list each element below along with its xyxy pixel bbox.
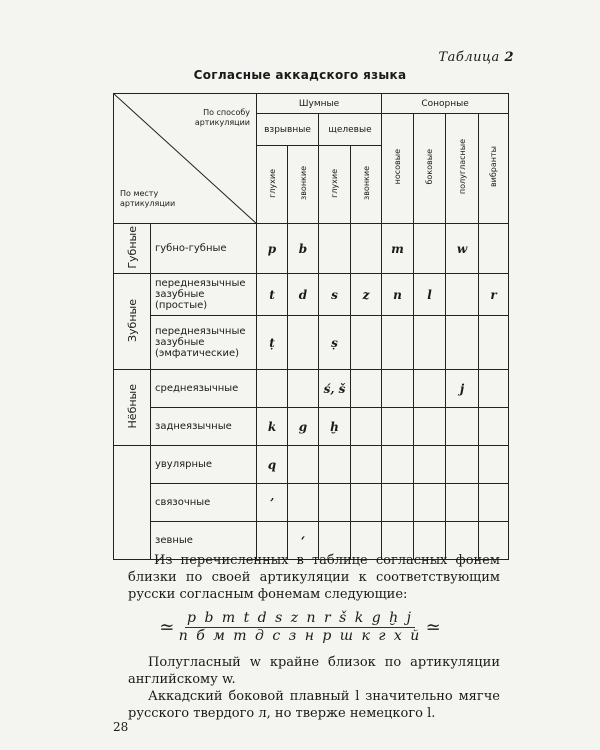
cell: g (288, 408, 319, 446)
correspondence-formula (0, 610, 600, 645)
cell (351, 484, 382, 522)
table-row (114, 370, 509, 408)
cell (446, 316, 479, 370)
corner-place-label: По месту артикуляции (120, 189, 176, 208)
cell (351, 370, 382, 408)
table-row (114, 446, 509, 484)
cell (414, 316, 446, 370)
corner-manner-label: По способу артикуляции (194, 108, 250, 127)
cell: ʻ (288, 522, 319, 560)
cell: j (446, 370, 479, 408)
table-label (438, 50, 514, 65)
group-noisy: Шумные (257, 94, 382, 114)
group-dental: Зубные (114, 274, 151, 370)
place-label: увулярные (151, 446, 257, 484)
table-row (114, 484, 509, 522)
cell (351, 316, 382, 370)
place-label: среднеязычные (151, 370, 257, 408)
consonant-table (113, 93, 509, 560)
cell: w (446, 224, 479, 274)
cell: ṭ (257, 316, 288, 370)
col-vibrant: вибранты (479, 114, 509, 224)
approx-symbol-right: ≃ (425, 617, 441, 638)
table-title: Согласные аккадского языка (193, 68, 407, 82)
group-sonorant: Сонорные (382, 94, 509, 114)
cell (351, 224, 382, 274)
cell (479, 316, 509, 370)
table-label-word: Таблица (438, 50, 500, 65)
place-label: связочные (151, 484, 257, 522)
cell (414, 484, 446, 522)
cell (479, 370, 509, 408)
cell: b (288, 224, 319, 274)
corner-header (114, 94, 257, 224)
approx-symbol-left: ≃ (159, 617, 175, 638)
cell: t (257, 274, 288, 316)
akkadian-consonants: p b m t d s z n r š k g ḫ j (187, 610, 413, 626)
cell (288, 370, 319, 408)
cell (257, 370, 288, 408)
col-nasal: носовые (382, 114, 414, 224)
cell (382, 446, 414, 484)
cell (382, 484, 414, 522)
table-row (114, 408, 509, 446)
cell (414, 408, 446, 446)
cell (414, 446, 446, 484)
place-label: переднеязычные зазубные (простые) (151, 274, 257, 316)
cell (288, 484, 319, 522)
table-number: 2 (504, 50, 514, 65)
cell: ʼ (257, 484, 288, 522)
page-number: 28 (113, 720, 129, 734)
cell: ḫ (319, 408, 351, 446)
group-labial: Губные (114, 224, 151, 274)
cell: l (414, 274, 446, 316)
cell (414, 370, 446, 408)
cell (479, 484, 509, 522)
cell: ṣ (319, 316, 351, 370)
cell: ś, š (319, 370, 351, 408)
place-label: заднеязычные (151, 408, 257, 446)
sub-fricative: щелевые (319, 114, 382, 146)
cell (351, 446, 382, 484)
cell: p (257, 224, 288, 274)
col-plosive-voiceless: глухие (257, 146, 288, 224)
cell (446, 446, 479, 484)
russian-consonants: п б м т д с з н р ш к г х й (178, 628, 422, 644)
place-label: переднеязычные зазубные (эмфатические) (151, 316, 257, 370)
cell: s (319, 274, 351, 316)
cell (479, 224, 509, 274)
place-label: зевные (151, 522, 257, 560)
table-row (114, 316, 509, 370)
group-unlabeled (114, 446, 151, 560)
cell (479, 446, 509, 484)
cell (319, 446, 351, 484)
cell (351, 408, 382, 446)
col-plosive-voiced: звонкие (288, 146, 319, 224)
col-semivowel: полугласные (446, 114, 479, 224)
col-fricative-voiced: звонкие (351, 146, 382, 224)
cell (288, 446, 319, 484)
paragraph-lateral: Аккадский боковой плавный l значительно мягче русского твердого л, но тверже немецкого l. (128, 689, 500, 721)
paragraph-intro: Из перечисленных в таблице согласных фонем близки по своей артикуляции к соответствующим русски согласным фонемам следующие: (128, 553, 500, 602)
cell (382, 370, 414, 408)
paragraph-semivowel: Полугласный w крайне близок по артикуляции английскому w. (128, 655, 500, 687)
sub-plosive: взрывные (257, 114, 319, 146)
cell (446, 484, 479, 522)
group-palatal: Нёбные (114, 370, 151, 446)
cell (446, 408, 479, 446)
table-row (114, 224, 509, 274)
cell (479, 408, 509, 446)
cell: r (479, 274, 509, 316)
col-fricative-voiceless: глухие (319, 146, 351, 224)
cell (382, 316, 414, 370)
table-row (114, 274, 509, 316)
cell (288, 316, 319, 370)
place-label: губно-губные (151, 224, 257, 274)
cell: n (382, 274, 414, 316)
cell (319, 224, 351, 274)
cell: q (257, 446, 288, 484)
cell (319, 484, 351, 522)
cell: d (288, 274, 319, 316)
cell: z (351, 274, 382, 316)
cell (382, 408, 414, 446)
cell (446, 274, 479, 316)
cell: m (382, 224, 414, 274)
cell: k (257, 408, 288, 446)
cell (414, 224, 446, 274)
col-lateral: боковые (414, 114, 446, 224)
